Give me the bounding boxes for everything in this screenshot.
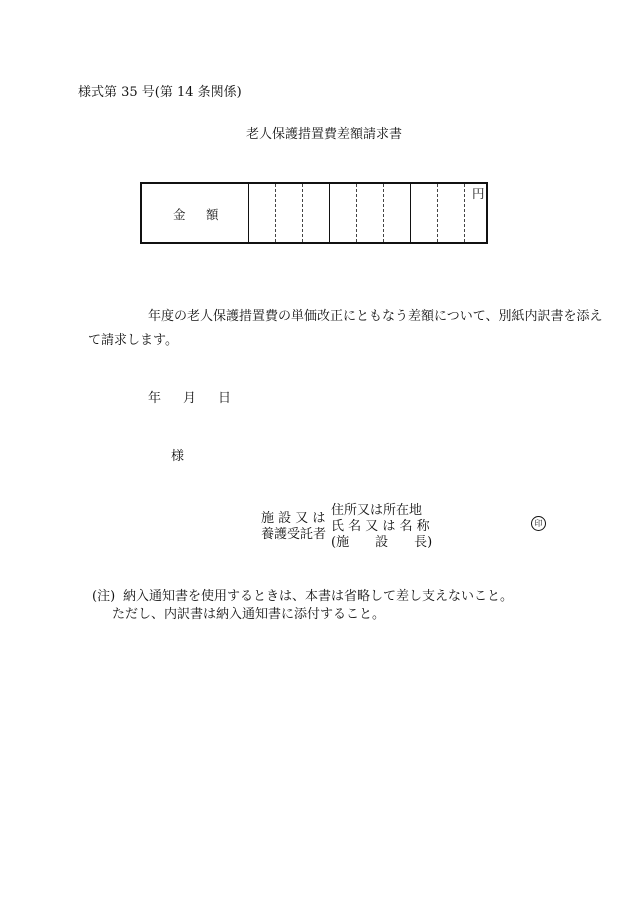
note-prefix: (注) xyxy=(92,589,116,604)
applicant-role-line2: 養護受託者 xyxy=(261,527,327,542)
digit-divider xyxy=(275,184,276,242)
amount-label-part1: 金 xyxy=(173,207,186,222)
yen-unit-label: 円 xyxy=(472,186,485,201)
addressee-suffix: 様 xyxy=(171,449,185,464)
body-text-line2: て請求します。 xyxy=(88,333,178,348)
form-number: 様式第 35 号(第 14 条関係) xyxy=(78,85,242,100)
body-text-line1: 年度の老人保護措置費の単価改正にともなう差額について、別紙内訳書を添え xyxy=(148,309,603,324)
label-divider xyxy=(248,184,249,242)
digit-divider xyxy=(356,184,357,242)
group-divider xyxy=(410,184,411,242)
amount-box xyxy=(140,182,488,244)
seal-mark-icon: 印 xyxy=(531,516,546,531)
amount-label-part2: 額 xyxy=(206,207,219,222)
note-line2: ただし、内訳書は納入通知書に添付すること。 xyxy=(112,607,386,622)
document-title: 老人保護措置費差額請求書 xyxy=(246,127,403,142)
digit-divider xyxy=(437,184,438,242)
applicant-field-line3: (施 設 長) xyxy=(331,535,433,550)
date-day: 日 xyxy=(218,391,232,406)
digit-divider xyxy=(464,184,465,242)
applicant-field-line1: 住所又は所在地 xyxy=(331,503,423,518)
date-month: 月 xyxy=(183,391,197,406)
group-divider xyxy=(329,184,330,242)
applicant-field-line2: 氏 名 又 は 名 称 xyxy=(331,519,430,534)
digit-divider xyxy=(383,184,384,242)
note-line1: 納入通知書を使用するときは、本書は省略して差し支えないこと。 xyxy=(123,589,514,604)
date-year: 年 xyxy=(148,391,162,406)
digit-divider xyxy=(302,184,303,242)
applicant-role-line1: 施 設 又 は xyxy=(261,511,326,526)
